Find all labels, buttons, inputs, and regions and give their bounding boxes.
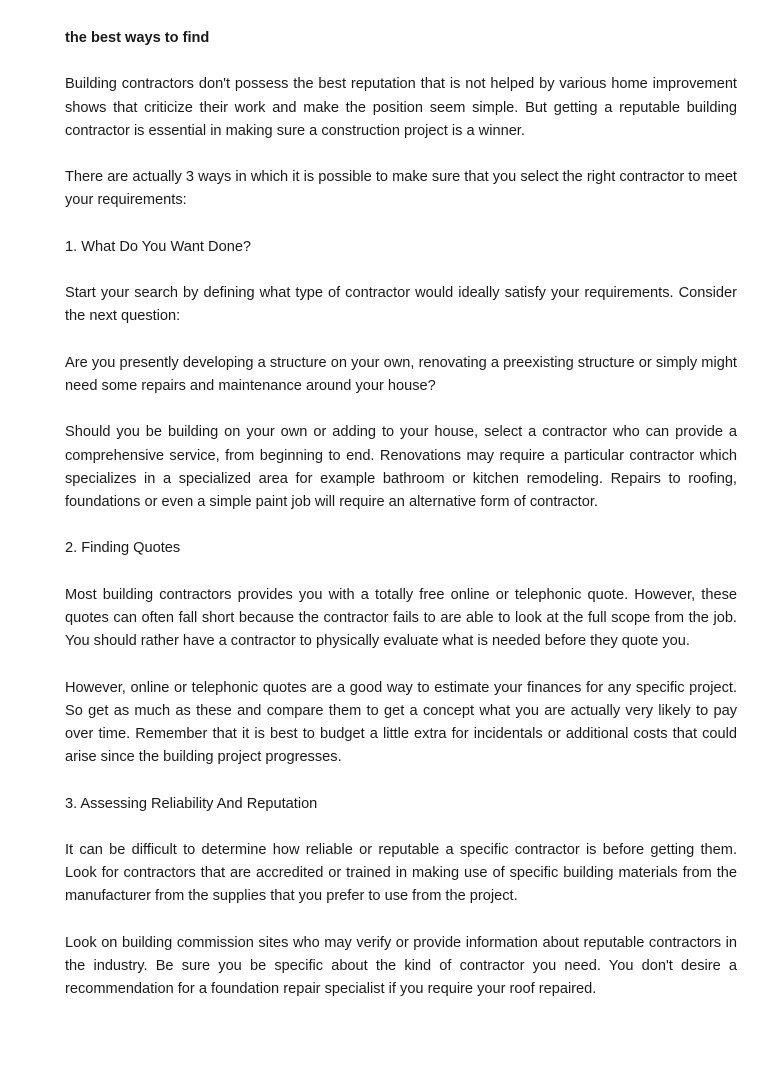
section-heading-finding-quotes: 2. Finding Quotes <box>65 540 181 557</box>
paragraph-free-quotes: Most building contractors provides you with a totally free online or telephonic quote. However, these quotes can often fall short because the contractor fails to are able to look at the full scope from the job. You should rather have a contractor to physically evaluate what is needed before they quote you. <box>65 586 737 650</box>
section-heading-reliability: 3. Assessing Reliability And Reputation <box>65 795 318 812</box>
section-heading-what-done: 1. What Do You Want Done? <box>65 238 252 255</box>
paragraph-estimate-finances: However, online or telephonic quotes are a good way to estimate your finances for any specific project. So get as much as these and compare them to get a concept what you are actually very likely to pay over time. Remember that it is best to budget a little extra for incidentals or additional costs that could arise since the building project progresses. <box>65 679 737 766</box>
paragraph-define-type: Start your search by defining what type of contractor would ideally satisfy your requirements. Consider the next question: <box>65 285 737 325</box>
paragraph-accredited: It can be difficult to determine how reliable or reputable a specific contractor is before getting them. Look for contractors that are accredited or trained in making use of specific building materials from the manufacturer from the supplies that you prefer to use from the project. <box>65 841 737 905</box>
document-page <box>65 27 737 1025</box>
paragraph-building-renovations: Should you be building on your own or adding to your house, select a contractor who can provide a comprehensive service, from beginning to end. Renovations may require a particular contractor which specializes in a specialized area for example bathroom or kitchen remodeling. Repairs to roofing, foundations or even a simple paint job will require an alternative form of contractor. <box>65 424 737 510</box>
paragraph-three-ways: There are actually 3 ways in which it is possible to make sure that you select the right contractor to meet your requirements: <box>65 169 737 209</box>
paragraph-question: Are you presently developing a structure on your own, renovating a preexisting structure or simply might need some repairs and maintenance around your house? <box>65 354 737 394</box>
document-title: the best ways to find <box>65 30 210 46</box>
paragraph-intro: Building contractors don't possess the best reputation that is not helped by various home improvement shows that criticize their work and make the position seem simple. But getting a reputable building contractor is essential in making sure a construction project is a winner. <box>65 76 737 139</box>
paragraph-commission-sites: Look on building commission sites who may verify or provide information about reputable contractors in the industry. Be sure you be specific about the kind of contractor you need. You don't desire a recommendation for a foundation repair specialist if you require your roof repaired. <box>65 934 737 998</box>
